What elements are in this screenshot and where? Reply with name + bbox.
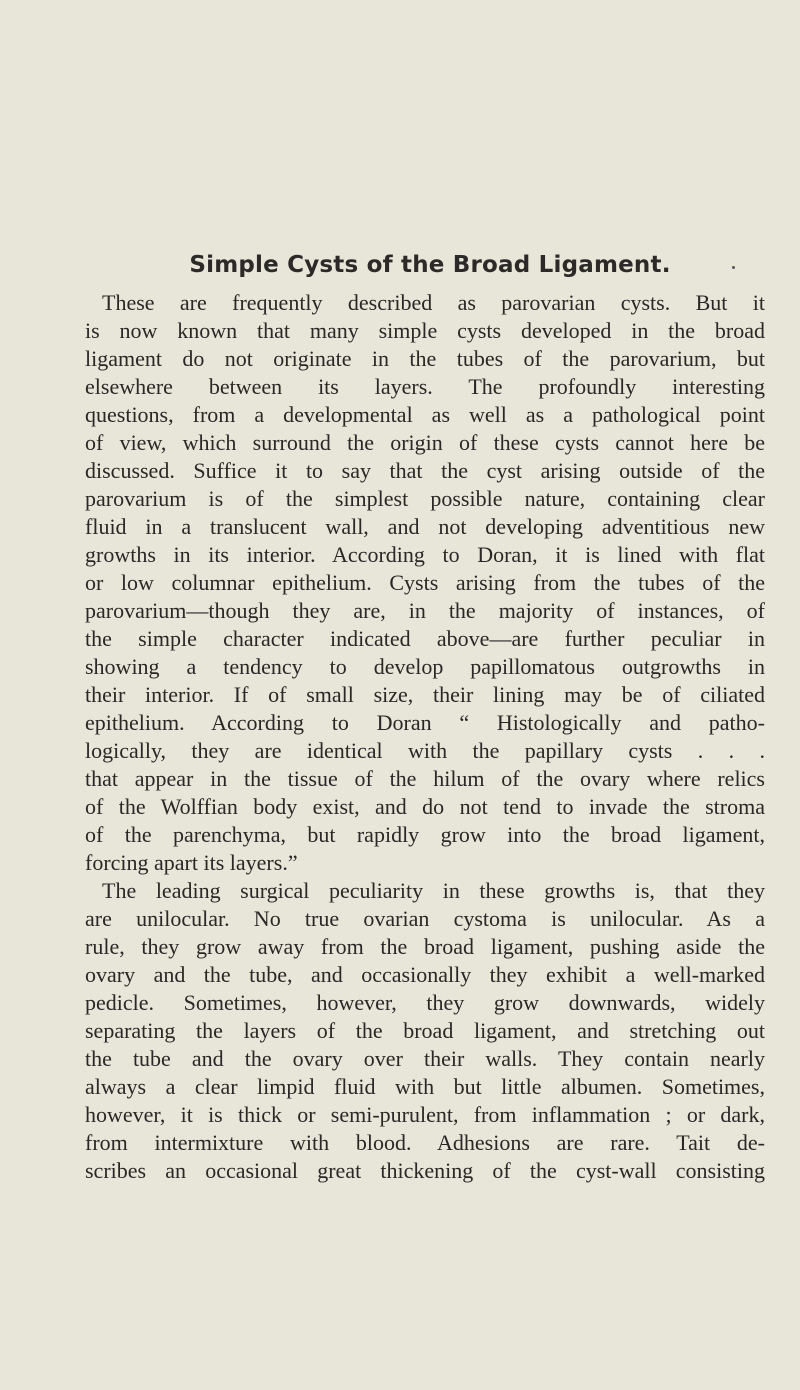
text-line: logically, they are identical with the papillary cysts . . .: [85, 738, 765, 763]
text-line: their interior. If of small size, their lining may be of ciliated: [85, 682, 765, 707]
text-line: ligament do not originate in the tubes of the parovarium, but: [85, 346, 765, 371]
text-line: ovary and the tube, and occasionally they exhibit a well-marked: [85, 962, 765, 987]
text-line: showing a tendency to develop papillomatous outgrowths in: [85, 654, 765, 679]
section-heading: Simple Cysts of the Broad Ligament.: [189, 252, 671, 278]
text-line: elsewhere between its layers. The profoundly interesting: [85, 374, 765, 399]
text-line: parovarium—though they are, in the majority of instances, of: [85, 598, 765, 623]
text-line: separating the layers of the broad ligament, and stretching out: [85, 1018, 765, 1043]
ink-speck: [732, 266, 735, 269]
text-line: These are frequently described as parovarian cysts. But it: [102, 290, 765, 315]
text-line: fluid in a translucent wall, and not developing adventitious new: [85, 514, 765, 539]
text-line: The leading surgical peculiarity in these growths is, that they: [102, 878, 765, 903]
text-line: forcing apart its layers.”: [85, 850, 298, 875]
text-line: epithelium. According to Doran “ Histologically and patho-: [85, 710, 765, 735]
text-line: the tube and the ovary over their walls. They contain nearly: [85, 1046, 765, 1071]
text-line: always a clear limpid fluid with but little albumen. Sometimes,: [85, 1074, 765, 1099]
text-line: questions, from a developmental as well as a pathological point: [85, 402, 765, 427]
text-line: the simple character indicated above—are further peculiar in: [85, 626, 765, 651]
text-line: from intermixture with blood. Adhesions are rare. Tait de-: [85, 1130, 765, 1155]
text-line: rule, they grow away from the broad ligament, pushing aside the: [85, 934, 765, 959]
text-line: or low columnar epithelium. Cysts arising from the tubes of the: [85, 570, 765, 595]
text-line: parovarium is of the simplest possible nature, containing clear: [85, 486, 765, 511]
text-line: is now known that many simple cysts developed in the broad: [85, 318, 765, 343]
text-line: of the parenchyma, but rapidly grow into the broad ligament,: [85, 822, 765, 847]
text-line: growths in its interior. According to Doran, it is lined with flat: [85, 542, 765, 567]
text-line: of view, which surround the origin of these cysts cannot here be: [85, 430, 765, 455]
text-line: that appear in the tissue of the hilum of the ovary where relics: [85, 766, 765, 791]
text-line: however, it is thick or semi-purulent, from inflammation ; or dark,: [85, 1102, 765, 1127]
text-line: discussed. Suffice it to say that the cyst arising outside of the: [85, 458, 765, 483]
text-line: scribes an occasional great thickening of the cyst-wall consisting: [85, 1158, 765, 1183]
text-line: pedicle. Sometimes, however, they grow downwards, widely: [85, 990, 765, 1015]
text-line: are unilocular. No true ovarian cystoma is unilocular. As a: [85, 906, 765, 931]
text-line: of the Wolffian body exist, and do not tend to invade the stroma: [85, 794, 765, 819]
